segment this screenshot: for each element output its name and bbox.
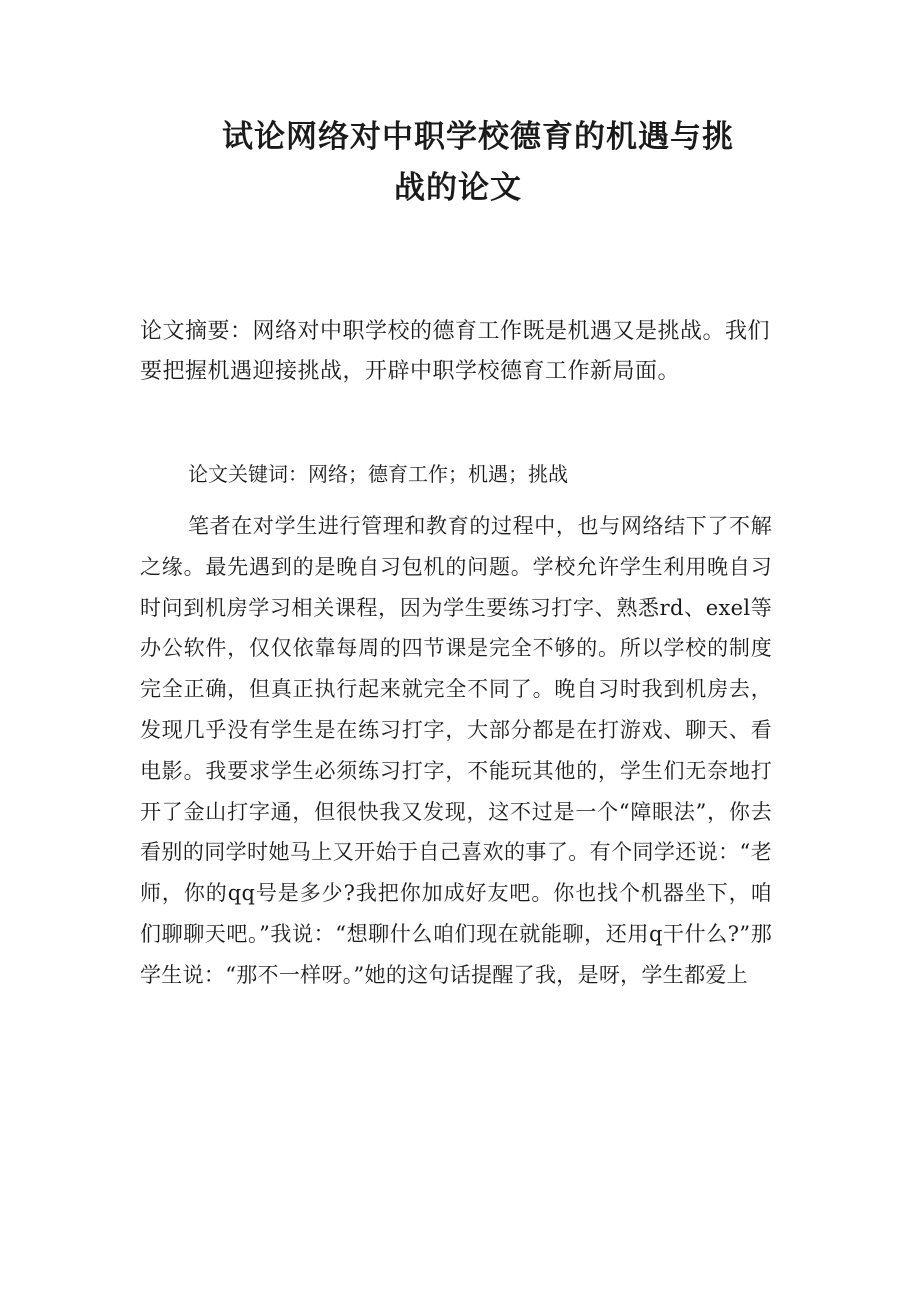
abstract-paragraph: 论文摘要：网络对中职学校的德育工作既是机遇又是挑战。我们要把握机遇迎接挑战，开辟中职学校德育工作新局面。 — [140, 319, 771, 384]
title-line-2: 战的论文 — [394, 170, 522, 206]
title-line-1: 试论网络对中职学校德育的机遇与挑 — [222, 119, 734, 155]
keywords-line: 论文关键词：网络；德育工作；机遇；挑战 — [188, 462, 568, 486]
document-title — [222, 112, 782, 214]
body-paragraph: 笔者在对学生进行管理和教育的过程中，也与网络结下了不解之缘。最先遇到的是晚自习包机的问题。学校允许学生利用晚自习时问到机房学习相关课程，因为学生要练习打字、熟悉rd、exel等办公软件，仅仅依靠每周的四节课是完全不够的。所以学校的制度完全正确，但真正执行起来就完全不同了。晚自习时我到机房去，发现几乎没有学生是在练习打字，大部分都是在打游戏、聊天、看电影。我要求学生必须练习打字，不能玩其他的，学生们无奈地打开了金山打字通，但很快我又发现，这不过是一个“障眼法”，你去看别的同学时她马上又开始于自己喜欢的事了。有个同学还说：“老师，你的qq号是多少?我把你加成好友吧。你也找个机器坐下，咱们聊聊天吧。”我说：“想聊什么咱们现在就能聊，还用q干什么?”那学生说：“那不一样呀。”她的这句话提醒了我，是呀，学生都爱上 — [140, 514, 772, 987]
